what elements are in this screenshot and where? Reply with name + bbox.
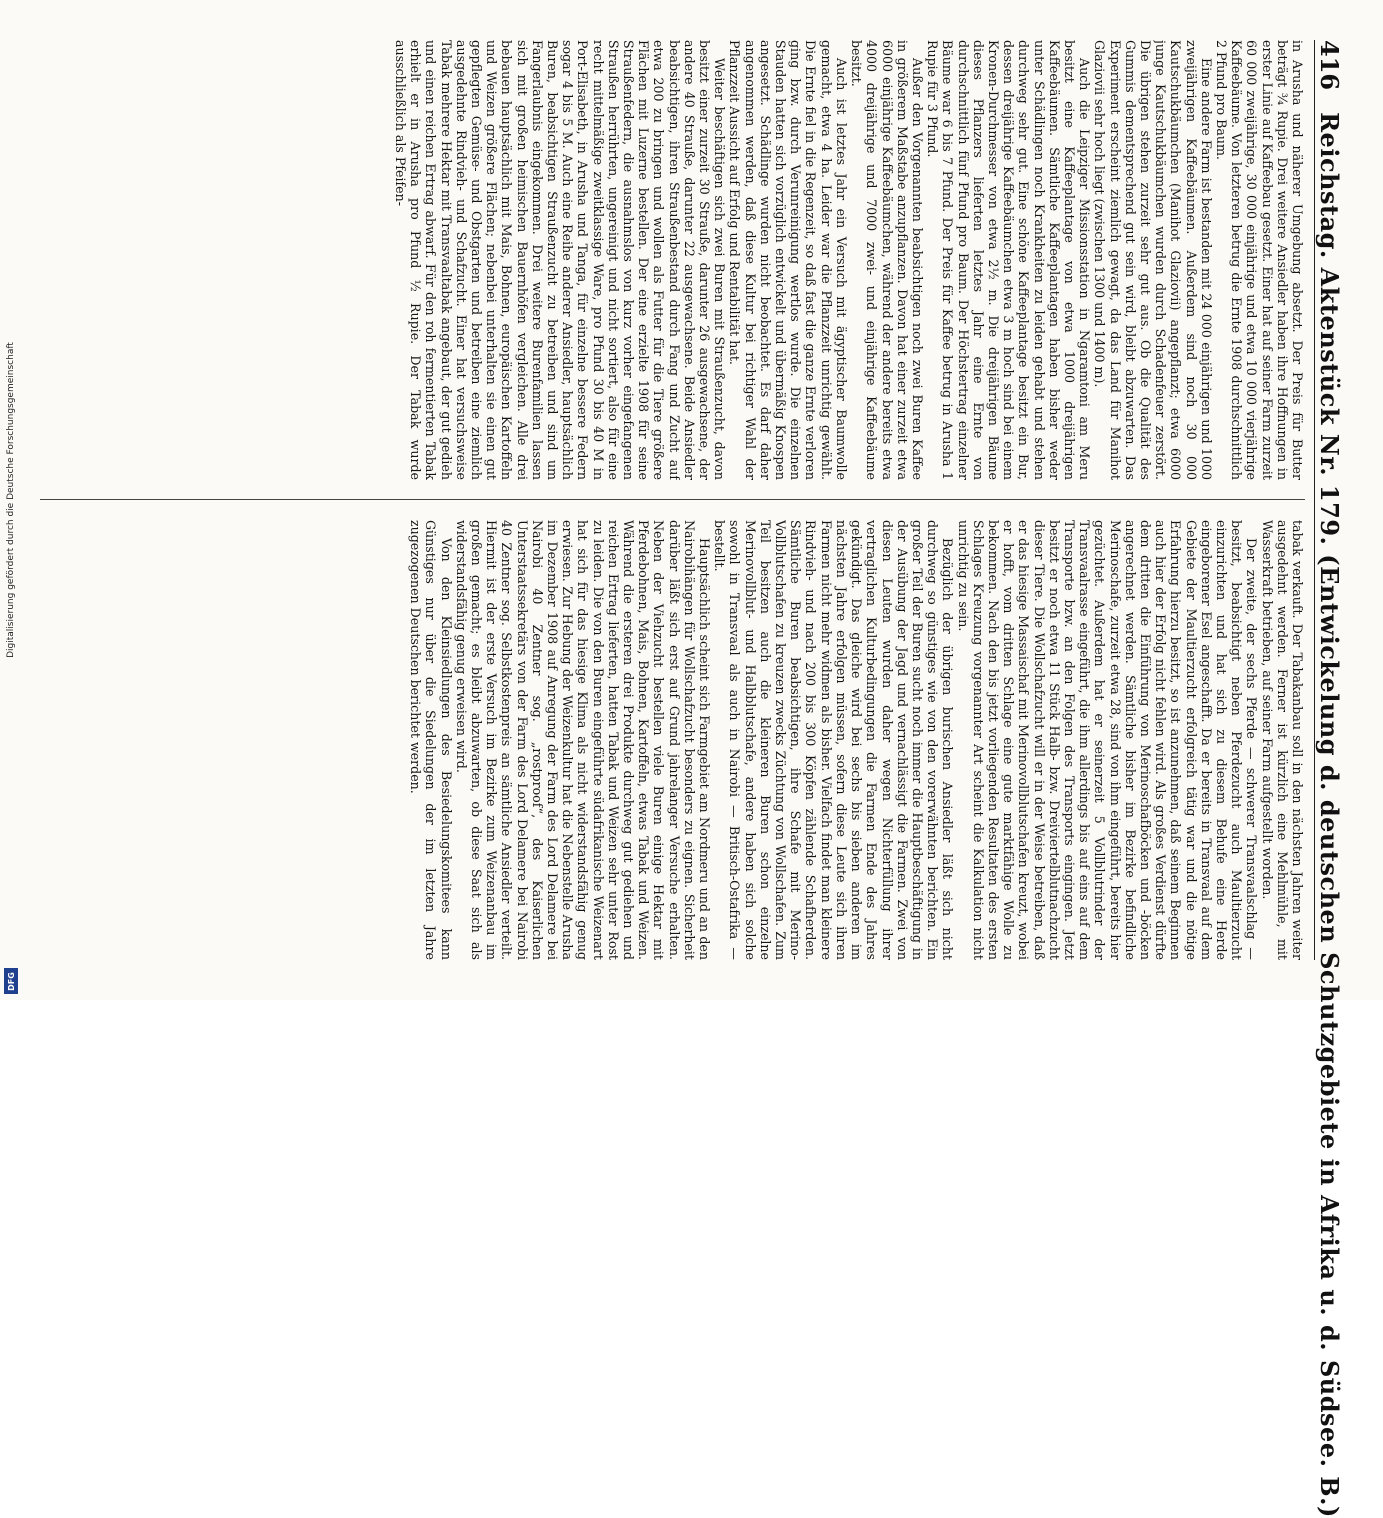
page-header: [1314, 40, 1355, 1518]
page-number: 416: [1315, 40, 1344, 91]
paragraph: Von den Kleinsiedlungen des Besiedelungskomitees kann Günstiges nur über die Siedelungen der im letzten Jahre zugezogenen Deutschen berichtet werden.: [408, 520, 454, 960]
paragraph: Außer den Vorgenannten beabsichtigen noch zwei Buren Kaffee in größerem Maßstabe anzupflanzen. Davon hat einer zurzeit etwa 6000 einjährige Kaffeebäumchen, während der andere bereits etwa 4000 dreijährige und 7000 zwei- und einjährige Kaffeebäume besitzt.: [849, 40, 925, 480]
paragraph: Auch ist letztes Jahr ein Versuch mit ägyptischer Baumwolle gemacht, etwa 4 ha. Leider war die Pflanzzeit unrichtig gewählt. Die Ernte fiel in die Regenzeit, so daß fast die ganze Ernte verloren ging bzw. durch Verunreinigung wertlos wurde. Die einzelnen Stauden hatten sich vorzüglich entwickelt und übermäßig Knospen angesetzt. Schädlinge wurden nicht beobachtet. Es darf daher angenommen werden, daß diese Kultur bei richtiger Wahl der Pflanzzeit Aussicht auf Erfolg und Rentabilität hat.: [727, 40, 849, 480]
paragraph: Weiter beschäftigen sich zwei Buren mit Straußenzucht, davon besitzt einer zurzeit 30 Strauße, darunter 26 ausgewachsene, der andere 40 Strauße, darunter 22 ausgewachsene. Beide Ansiedler beabsichtigen, ihren Straußenbestand durch Fang und Zucht auf etwa 200 zu bringen und wollen als Futter für die Tiere größere Flächen mit Luzerne bestellen. Der eine erzielte 1908 für seine Straußenfedern, die ausnahmslos von kurz vorher eingefangenen Straußen herrührten, ungereinigt und nicht sortiert, also für eine recht mittelmäßige zweitklassige Ware, pro Pfund 30 bis 40 M in Port-Elisabeth, in Arusha und Tanga, für einzelne bessere Federn sogar 4 bis 5 M. Auch eine Reihe anderer Ansiedler, hauptsächlich Buren, beabsichtigen Straußenzucht zu betreiben und sind um Fangerlaubnis eingekommen. Drei weitere Burenfamilien lassen sich mit großen heimischen Bauernhöfen vergleichen. Alle drei bebauen hauptsächlich mit Mais, Bohnen, europäischen Kartoffeln und Weizen größere Flächen; nebenbei unterhalten sie einen gut gepflegten Gemüse- und Obstgarten und betreiben eine ziemlich ausgedehnte Rindvieh- und Schafzucht. Einer hat versuchsweise Tabak mehrere Hektar mit Transvaaltabak angebaut, der gut gedieh und einen reichen Ertrag abwarf. Für den roh fermentierten Tabak erhielt er in Arusha pro Pfund ½ Rupie. Der Tabak wurde ausschließlich als Pfeifen-: [393, 40, 728, 480]
digitization-credit: [2, 0, 20, 1000]
paragraph: Eine andere Farm ist bestanden mit 24 000 einjährigen und 1000 zweijährigen Kaffeebäumen. Außerdem sind noch 30 000 Kautschukbäumchen (Manihot Glaziovii) angepflanzt; etwa 6000 junge Kautschukbäumchen wurden durch Schadenfeuer zerstört. Die übrigen stehen zurzeit sehr gut aus. Ob die Qualität des Gummis dementsprechend gut sein wird, bleibt abzuwarten. Das Experiment erscheint ziemlich gewagt, da das Land für Manihot Glaziovii sehr hoch liegt (zwischen 1300 und 1400 m).: [1092, 40, 1214, 480]
logo-text: DFG: [6, 971, 16, 991]
credit-text: Digitalisierung gefördert durch die Deutsche Forschungsgemeinschaft: [6, 342, 17, 658]
paragraph: Der zweite, der sechs Pferde — schwerer Transvaalschlag — besitzt, beabsichtigt neben Pferdezucht auch Maultierzucht einzurichten und hat sich zu diesem Behufe eine Herde eingeborener Esel angeschafft. Da er bereits in Transvaal auf dem Gebiete der Maultierzucht erfolgreich tätig war und die nötige Erfahrung hierzu besitzt, so ist anzunehmen, daß seinem Beginnen auch hier der Erfolg nicht fehlen wird. Als großes Verdienst dürfte dem dritten die Einführung von Merinoschafböcken und -böcken angerechnet werden. Sämtliche bisher im Bezirke befindliche Merinoschafe, zurzeit etwa 28, sind von ihm eingeführt, bereits hier gezüchtet. Außerdem hat er seinerzeit 5 Vollblutrinder der Transvaalrasse eingeführt, die ihm allerdings bis auf eins auf dem Transporte bzw. an den Folgen des Transports eingingen. Jetzt besitzt er noch etwa 11 Stück Halb- bzw. Dreiviertelblutnachzucht dieser Tiere. Die Wollschafzucht will er in der Weise betreiben, daß er das hiesige Massaischaf mit Merinovollblutschafen kreuzt, wobei er hofft, vom dritten Schlage eine gute marktfähige Wolle zu bekommen. Nach den bis jetzt vorliegenden Resultaten des ersten Schlages Kreuzung vorgenannter Art scheint die Kalkulation nicht unrichtig zu sein.: [955, 520, 1260, 960]
column-divider: [40, 499, 1305, 500]
paragraph: tabak verkauft. Der Tabakanbau soll in den nächsten Jahren weiter ausgedehnt werden. Ferner ist kürzlich eine Mehlmühle, mit Wasserkraft betrieben, auf seiner Farm aufgestellt worden.: [1259, 520, 1305, 960]
left-column: [40, 40, 1305, 480]
paragraph: Auch die Leipziger Missionsstation in Ngaramtoni am Meru besitzt eine Kaffeeplantage von etwa 1000 dreijährigen Kaffeebäumen. Sämtliche Kaffeeplantagen haben bisher weder unter Schädlingen noch Krankheiten zu leiden gehabt und stehen durchweg sehr gut. Eine schöne Kaffeeplantage besitzt ein Bur, dessen dreijährige Kaffeebäumchen etwa 3 m hoch sind bei einem Kronen-Durchmesser von etwa 2½ m. Die dreijährigen Bäume dieses Pflanzers lieferten letztes Jahr eine Ernte von durchschnittlich fünf Pfund pro Baum. Der Höchstertrag einzelner Bäume war 6 bis 7 Pfund. Der Preis für Kaffee betrug in Arusha 1 Rupie für 3 Pfund.: [925, 40, 1093, 480]
dfg-logo: [4, 968, 18, 994]
running-title: Reichstag. Aktenstück Nr. 179. (Entwickelung d. deutschen Schutzgebiete in Afrika u. d. Südsee. B.): [1315, 112, 1344, 1518]
paragraph: Hauptsächlich scheint sich Farmgebiet am Nordmeru und an den Nairobihängen für Wollschafzucht besonders zu eignen. Sicherheit darüber läßt sich erst auf Grund jahrelanger Versuche erhalten. Neben der Viehzucht bestellen viele Buren einige Hektar mit Pferdebohnen, Mais, Bohnen, Kartoffeln, etwas Tabak und Weizen. Während die ersteren drei Produkte durchweg gut gediehen und reichen Ertrag lieferten, hatten Tabak und Weizen sehr unter Rost zu leiden. Die von den Buren eingeführte südafrikanische Weizenart hat sich für das hiesige Klima als nicht widerstandsfähig genug erwiesen. Zur Hebung der Weizenkultur hat die Nebenstelle Arusha im Dezember 1908 auf Anregung der Farm des Lord Delamere bei Nairobi 40 Zentner sog. „rostproof“, des Kaiserlichen Unterstaatssekretärs von der Farm des Lord Delamere bei Nairobi 40 Zentner sog. Selbstkostenpreis an sämtliche Ansiedler verteilt. Hiermit ist der erste Versuch im Bezirke zum Weizenanbau im großen gemacht; es bleibt abzuwarten, ob diese Saat sich als widerstandsfähig genug erweisen wird.: [453, 520, 713, 960]
paragraph: in Arusha und näherer Umgebung absetzt. Der Preis für Butter beträgt ¾ Rupie. Drei weitere Ansiedler haben ihre Hoffnungen in erster Linie auf Kaffeebau gesetzt. Einer hat auf seiner Farm zurzeit 60 000 zweijährige, 30 000 einjährige und etwa 10 000 vierjährige Kaffeebäume. Von letzteren betrug die Ernte 1908 durchschnittlich 2 Pfund pro Baum.: [1213, 40, 1305, 480]
paragraph: Bezüglich der übrigen burischen Ansiedler läßt sich nicht durchweg so günstiges wie von den vorerwähnten berichten. Ein großer Teil der Buren sucht noch immer die Hauptbeschäftigung in der Ausübung der Jagd und vernachlässigt die Farmen. Zwei von diesen Leuten wurden daher wegen Nichterfüllung ihrer vertraglichen Kulturbedingungen die Farmen Ende des Jahres gekündigt. Das gleiche wird bei sechs bis sieben anderen im nächsten Jahre erfolgen müssen, sofern diese Leute sich ihren Farmen nicht mehr widmen als bisher. Vielfach findet man kleinere Rindvieh- und nach 200 bis 300 Köpfen zählende Schafherden. Sämtliche Buren beabsichtigen, ihre Schafe mit Merino-Vollblutschafen zu kreuzen zwecks Züchtung von Wollschafen. Zum Teil besitzen auch die kleineren Buren schon einzelne Merinovollblut- und Halbblutschafe, andere haben sich solche sowohl in Transvaal als auch in Nairobi — Britisch-Ostafrika — bestellt.: [712, 520, 956, 960]
right-column: [40, 520, 1305, 960]
